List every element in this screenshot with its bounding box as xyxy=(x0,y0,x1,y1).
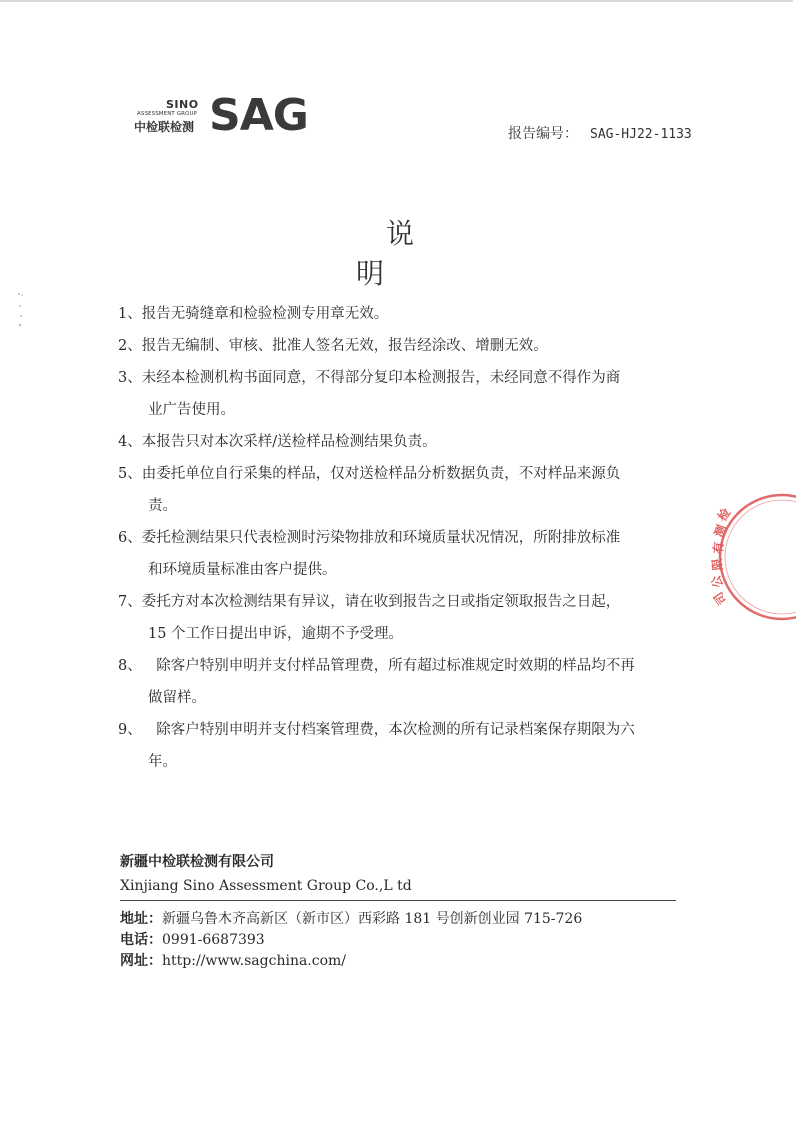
report-number-label: 报告编号： xyxy=(508,126,578,142)
svg-text:有: 有 xyxy=(711,541,727,555)
list-item xyxy=(118,650,678,714)
company-name-en: Xinjiang Sino Assessment Group Co.,L td xyxy=(120,878,412,894)
logo-subtitle: ASSESSMENT GROUP xyxy=(137,111,197,117)
logo-brand: SAG xyxy=(209,90,308,141)
item-number: 2、 xyxy=(118,338,142,354)
phone-label: 电话： xyxy=(120,932,162,948)
page-top-border xyxy=(0,0,793,2)
report-number xyxy=(508,123,692,143)
svg-text:司: 司 xyxy=(711,589,730,608)
contact-info xyxy=(120,909,680,972)
address-label: 地址： xyxy=(120,911,162,927)
logo-sino-text: SINO xyxy=(166,98,199,111)
item-text: 除客户特别申明并支付档案管理费，本次检测的所有记录档案保存期限为六 xyxy=(141,722,635,738)
item-text: 未经本检测机构书面同意，不得部分复印本检测报告，未经同意不得作为商 xyxy=(141,370,621,386)
scan-marks xyxy=(14,290,28,330)
official-seal-stamp xyxy=(708,490,796,624)
item-continuation: 责。 xyxy=(148,498,177,514)
company-footer xyxy=(120,852,680,972)
item-text: 报告无编制、审核、批准人签名无效，报告经涂改、增删无效。 xyxy=(141,338,548,354)
list-item xyxy=(118,522,678,586)
company-name-cn: 新疆中检联检测有限公司 xyxy=(120,854,274,870)
item-number: 6、 xyxy=(118,530,142,546)
item-number: 9、 xyxy=(118,722,142,738)
website-value[interactable]: http://www.sagchina.com/ xyxy=(162,953,347,969)
item-number: 7、 xyxy=(118,594,142,610)
item-continuation: 和环境质量标准由客户提供。 xyxy=(148,562,337,578)
page-title: 说明 xyxy=(355,217,474,290)
report-number-value: SAG-HJ22-1133 xyxy=(590,127,692,142)
svg-text:测: 测 xyxy=(711,522,729,540)
svg-text:限: 限 xyxy=(709,557,725,571)
logo-cn-text: 中检联检测 xyxy=(134,120,195,134)
list-item xyxy=(118,586,678,650)
item-number: 3、 xyxy=(118,370,142,386)
phone-line xyxy=(120,930,680,951)
item-text: 委托检测结果只代表检测时污染物排放和环境质量状况情况，所附排放标准 xyxy=(141,530,621,546)
list-item xyxy=(118,714,678,778)
item-text: 由委托单位自行采集的样品，仅对送检样品分析数据负责，不对样品来源负 xyxy=(141,466,621,482)
list-item xyxy=(118,298,678,330)
company-logo xyxy=(133,90,308,141)
svg-text:检: 检 xyxy=(714,505,734,524)
list-item xyxy=(118,362,678,426)
address-value: 新疆乌鲁木齐高新区（新市区）西彩路 181 号创新创业园 715-726 xyxy=(162,911,583,927)
website-line xyxy=(120,951,680,972)
list-item xyxy=(118,458,678,522)
item-number: 8、 xyxy=(118,658,142,674)
svg-text:公: 公 xyxy=(708,573,726,590)
notes-list xyxy=(118,298,678,778)
phone-value: 0991-6687393 xyxy=(162,932,265,948)
item-continuation: 业广告使用。 xyxy=(148,402,235,418)
item-text: 报告无骑缝章和检验检测专用章无效。 xyxy=(141,306,389,322)
item-continuation: 15 个工作日提出申诉，逾期不予受理。 xyxy=(148,626,404,642)
website-label: 网址： xyxy=(120,953,162,969)
item-number: 5、 xyxy=(118,466,142,482)
address-line xyxy=(120,909,680,930)
item-number: 1、 xyxy=(118,306,142,322)
item-continuation: 做留样。 xyxy=(148,690,206,706)
item-text: 委托方对本次检测结果有异议，请在收到报告之日或指定领取报告之日起， xyxy=(141,594,621,610)
list-item xyxy=(118,330,678,362)
item-text: 除客户特别申明并支付样品管理费，所有超过标准规定时效期的样品均不再 xyxy=(141,658,635,674)
item-text: 本报告只对本次采样/送检样品检测结果负责。 xyxy=(141,434,437,450)
item-number: 4、 xyxy=(118,434,142,450)
footer-divider xyxy=(120,900,676,901)
list-item xyxy=(118,426,678,458)
item-continuation: 年。 xyxy=(148,754,177,770)
